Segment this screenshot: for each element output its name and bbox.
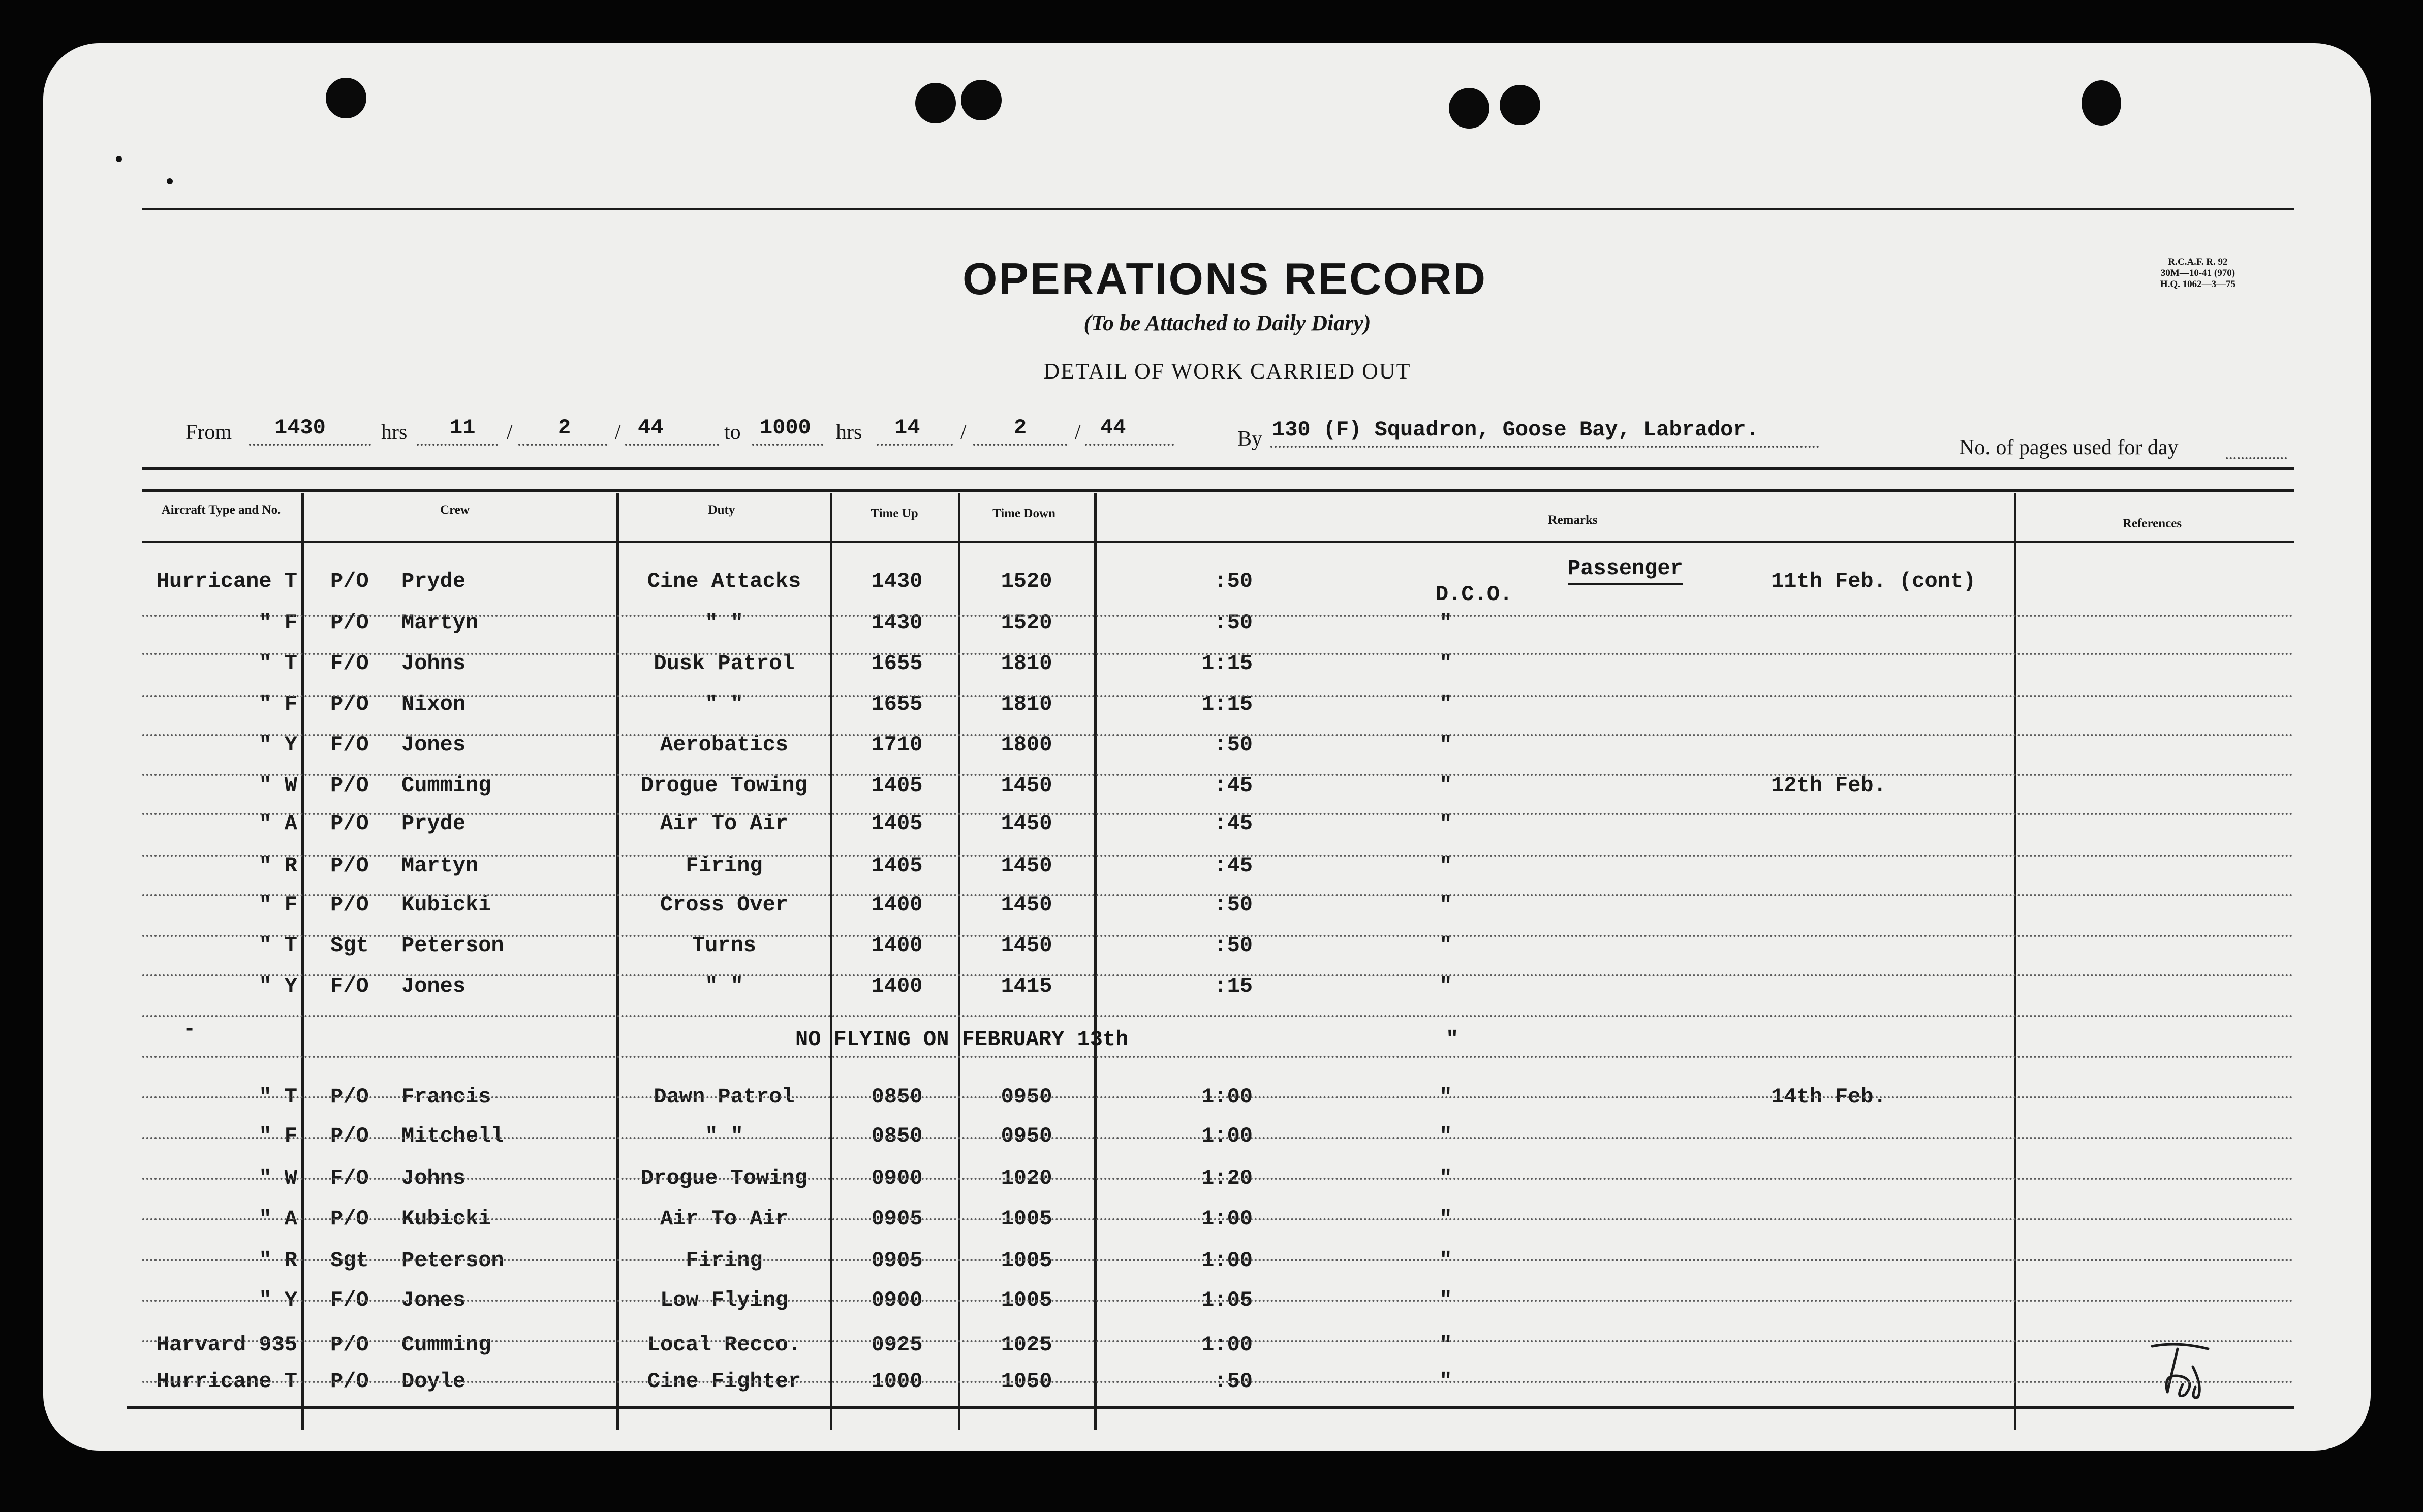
col-duty: Duty	[708, 503, 735, 517]
row-rule	[142, 813, 2294, 815]
punch-hole	[2082, 80, 2121, 126]
row-date-note: 12th Feb.	[1771, 773, 1886, 798]
row-crew-rank: P/O	[330, 893, 369, 917]
row-time-up: 0905	[871, 1207, 923, 1231]
row-crew-name: Pryde	[401, 569, 466, 593]
row-duty: Air To Air	[660, 811, 789, 836]
row-rule	[142, 1178, 2294, 1180]
row-duration: 1:15	[1201, 692, 1253, 716]
row-duration: 1:15	[1201, 651, 1253, 676]
row-time-down: 1050	[1001, 1369, 1052, 1394]
row-crew-rank: F/O	[330, 974, 369, 998]
unit-line	[1270, 446, 1819, 448]
row-aircraft: " A	[259, 811, 297, 836]
col-time-up: Time Up	[871, 507, 918, 520]
row-time-down: 1450	[1001, 854, 1052, 878]
row-duty: Drogue Towing	[641, 773, 807, 798]
to-label: to	[724, 421, 741, 444]
to-time: 1000	[760, 416, 811, 440]
row-rule	[142, 695, 2294, 697]
row-duration: 1:00	[1201, 1248, 1253, 1273]
row-crew-rank: P/O	[330, 611, 369, 635]
row-time-down: 1005	[1001, 1207, 1052, 1231]
row-aircraft: Hurricane T	[156, 1369, 297, 1394]
row-aircraft: " F	[259, 611, 297, 635]
row-time-down: 1415	[1001, 974, 1052, 998]
slash: /	[507, 421, 513, 444]
row-rule	[142, 935, 2294, 937]
row-duration: 1:00	[1201, 1085, 1253, 1109]
from-time-line	[249, 444, 371, 446]
row-rule	[142, 1056, 2294, 1058]
row-crew-rank: P/O	[330, 1085, 369, 1109]
col-references: References	[2122, 517, 2182, 530]
row-crew-name: Peterson	[401, 1248, 504, 1273]
row-crew-name: Cumming	[401, 1333, 491, 1357]
row-time-up: 0850	[871, 1085, 923, 1109]
row-aircraft: " R	[259, 1248, 297, 1273]
row-time-down: 1450	[1001, 773, 1052, 798]
row-crew-rank: F/O	[330, 733, 369, 757]
pages-line	[2226, 457, 2287, 459]
row-crew-name: Kubicki	[401, 893, 491, 917]
top-rule	[142, 208, 2294, 210]
column-line	[958, 493, 960, 1430]
row-duty: Cine Fighter	[647, 1369, 801, 1394]
row-aircraft: " Y	[259, 974, 297, 998]
to-day: 14	[894, 416, 920, 440]
row-crew-rank: P/O	[330, 1369, 369, 1394]
row-crew-rank: P/O	[330, 811, 369, 836]
from-year-line	[625, 444, 719, 446]
row-rule	[142, 894, 2294, 896]
row-time-down: 1450	[1001, 933, 1052, 958]
row-remark-ditto: "	[1439, 854, 1452, 878]
to-month-line	[973, 444, 1067, 446]
row-duration: :15	[1214, 974, 1253, 998]
row-crew-name: Jones	[401, 733, 466, 757]
row-duty: Low Flying	[660, 1288, 789, 1312]
row-duration: :45	[1214, 773, 1253, 798]
row-remark-ditto: "	[1439, 811, 1452, 836]
row-rule	[142, 653, 2294, 655]
row-rule	[142, 1381, 2294, 1383]
row-duty: Firing	[686, 854, 763, 878]
row-duty: Cine Attacks	[647, 569, 801, 593]
row-duration: 1:20	[1201, 1166, 1253, 1190]
row-time-up: 1710	[871, 733, 923, 757]
row-remark-ditto: "	[1439, 773, 1452, 798]
from-label: From	[185, 421, 232, 444]
table-top-rule	[142, 467, 2294, 470]
row-time-down: 1005	[1001, 1288, 1052, 1312]
row-time-down: 1520	[1001, 569, 1052, 593]
speck	[167, 178, 173, 184]
row-time-up: 1655	[871, 692, 923, 716]
row-crew-rank: F/O	[330, 651, 369, 676]
to-day-line	[877, 444, 953, 446]
row-time-down: 1800	[1001, 733, 1052, 757]
row-time-up: 1405	[871, 811, 923, 836]
row-aircraft: " A	[259, 1207, 297, 1231]
row-rule	[142, 1218, 2294, 1220]
row-time-up: 1655	[871, 651, 923, 676]
row-aircraft: Hurricane T	[156, 569, 297, 593]
row-duty: Local Recco.	[647, 1333, 801, 1357]
record-card	[43, 43, 2371, 1451]
row-rule	[142, 855, 2294, 857]
table-top-rule-2	[142, 489, 2294, 492]
row-crew-rank: Sgt	[330, 1248, 369, 1273]
row-duration: 1:00	[1201, 1124, 1253, 1148]
row-aircraft: " R	[259, 854, 297, 878]
row-crew-name: Cumming	[401, 773, 491, 798]
punch-hole	[1449, 88, 1489, 129]
from-day: 11	[450, 416, 476, 440]
from-time: 1430	[274, 416, 326, 440]
row-rule	[142, 615, 2294, 617]
row-crew-name: Mitchell	[401, 1124, 504, 1148]
row-crew-name: Peterson	[401, 933, 504, 958]
col-aircraft: Aircraft Type and No.	[161, 503, 281, 517]
row-crew-rank: P/O	[330, 692, 369, 716]
row-duty: Dusk Patrol	[654, 651, 795, 676]
row-crew-rank: P/O	[330, 854, 369, 878]
row-duty: " "	[705, 692, 743, 716]
row-aircraft: " F	[259, 893, 297, 917]
punch-hole	[961, 80, 1002, 120]
row-duty: " "	[705, 974, 743, 998]
row-duty: Dawn Patrol	[654, 1085, 795, 1109]
row-duration: :50	[1214, 611, 1253, 635]
row-aircraft: " Y	[259, 733, 297, 757]
row-remark-ditto: "	[1439, 893, 1452, 917]
row-duty: Air To Air	[660, 1207, 789, 1231]
row-duration: :45	[1214, 854, 1253, 878]
row-duty: " "	[705, 1124, 743, 1148]
row-rule	[142, 1300, 2294, 1302]
row-time-down: 1005	[1001, 1248, 1052, 1273]
row-remark-ditto: "	[1439, 1369, 1452, 1394]
to-year-line	[1085, 444, 1174, 446]
row-rule	[142, 734, 2294, 736]
row-crew-name: Martyn	[401, 854, 479, 878]
row-rule	[142, 1340, 2294, 1342]
to-month: 2	[1014, 416, 1027, 440]
row-aircraft: " T	[259, 651, 297, 676]
row-rule	[142, 1015, 2294, 1017]
row-time-down: 0950	[1001, 1085, 1052, 1109]
row-crew-rank: P/O	[330, 1333, 369, 1357]
initials-signature	[2147, 1336, 2218, 1402]
row-crew-rank: P/O	[330, 1207, 369, 1231]
row-time-down: 1810	[1001, 692, 1052, 716]
row-crew-name: Johns	[401, 1166, 466, 1190]
row-crew-name: Martyn	[401, 611, 479, 635]
detail-heading: DETAIL OF WORK CARRIED OUT	[1043, 359, 1411, 384]
row-rule	[142, 1096, 2294, 1098]
row-rule	[142, 974, 2294, 976]
row-remark-ditto: "	[1439, 611, 1452, 635]
row-remark-ditto: "	[1439, 651, 1452, 676]
page-title: OPERATIONS RECORD	[962, 254, 1487, 304]
row-aircraft: " F	[259, 692, 297, 716]
bottom-rule	[127, 1406, 2294, 1409]
row-time-up: 0900	[871, 1166, 923, 1190]
unit-name: 130 (F) Squadron, Goose Bay, Labrador.	[1272, 418, 1759, 442]
punch-hole	[915, 83, 956, 123]
column-head-rule	[142, 541, 2294, 543]
row-time-down: 1520	[1001, 611, 1052, 635]
from-day-line	[417, 444, 498, 446]
row-remark-ditto: "	[1439, 1207, 1452, 1231]
row-remark-ditto: "	[1439, 933, 1452, 958]
passenger-note: Passenger	[1568, 556, 1683, 585]
row-time-down: 1020	[1001, 1166, 1052, 1190]
row-time-up: 0850	[871, 1124, 923, 1148]
row-time-down: 1450	[1001, 811, 1052, 836]
row-duty: " "	[705, 611, 743, 635]
row-time-down: 1810	[1001, 651, 1052, 676]
column-line	[2014, 493, 2016, 1430]
row-crew-name: Pryde	[401, 811, 466, 836]
row-duration: 1:00	[1201, 1333, 1253, 1357]
speck	[116, 156, 122, 162]
row-duty: Turns	[692, 933, 757, 958]
row-crew-rank: P/O	[330, 569, 369, 593]
row-duration: :50	[1214, 733, 1253, 757]
row-time-up: 0905	[871, 1248, 923, 1273]
row-crew-name: Kubicki	[401, 1207, 491, 1231]
row-duration: :50	[1214, 569, 1253, 593]
row-date-note: 14th Feb.	[1771, 1085, 1886, 1109]
hrs-label: hrs	[381, 421, 408, 444]
row-remark-ditto: "	[1439, 1333, 1452, 1357]
pages-label: No. of pages used for day	[1959, 436, 2179, 459]
row-aircraft: " T	[259, 1085, 297, 1109]
row-rule	[142, 1259, 2294, 1261]
row-remark-ditto: "	[1439, 733, 1452, 757]
by-label: By	[1237, 427, 1263, 451]
row-time-up: 1000	[871, 1369, 923, 1394]
row-time-up: 1400	[871, 893, 923, 917]
row-crew-rank: Sgt	[330, 933, 369, 958]
row-time-up: 1430	[871, 569, 923, 593]
column-line	[1094, 493, 1097, 1430]
slash: /	[1075, 421, 1081, 444]
from-year: 44	[638, 416, 664, 440]
form-reference: R.C.A.F. R. 92 30M—10-41 (970) H.Q. 1062—3—75	[2160, 257, 2236, 290]
row-duration: :50	[1214, 933, 1253, 958]
row-time-down: 1450	[1001, 893, 1052, 917]
no-flying-note: NO FLYING ON FEBRUARY 13th	[795, 1027, 1129, 1052]
row-aircraft: " T	[259, 933, 297, 958]
row-time-up: 0925	[871, 1333, 923, 1357]
row-remark-ditto: "	[1439, 974, 1452, 998]
row-crew-rank: P/O	[330, 773, 369, 798]
row-rule	[142, 1137, 2294, 1139]
to-year: 44	[1100, 416, 1126, 440]
row-remark-ditto: "	[1439, 1288, 1452, 1312]
slash: /	[615, 421, 621, 444]
row-crew-name: Doyle	[401, 1369, 466, 1394]
row-duration: :50	[1214, 893, 1253, 917]
row-duty: Cross Over	[660, 893, 789, 917]
from-month-line	[518, 444, 607, 446]
row-aircraft: Harvard 935	[156, 1333, 297, 1357]
hrs-label: hrs	[836, 421, 862, 444]
row-duty: Drogue Towing	[641, 1166, 807, 1190]
to-time-line	[752, 444, 823, 446]
col-remarks: Remarks	[1548, 513, 1598, 527]
row-time-up: 0900	[871, 1288, 923, 1312]
row-remark-ditto: "	[1439, 1248, 1452, 1273]
page-subtitle: (To be Attached to Daily Diary)	[1083, 310, 1371, 335]
from-month: 2	[558, 416, 571, 440]
row-duration: 1:05	[1201, 1288, 1253, 1312]
row-aircraft: " Y	[259, 1288, 297, 1312]
row-remark-ditto: "	[1439, 1085, 1452, 1109]
row-time-up: 1430	[871, 611, 923, 635]
interlude-remark-mark: "	[1446, 1027, 1459, 1052]
slash: /	[960, 421, 967, 444]
col-time-down: Time Down	[992, 507, 1055, 520]
row-date-note: 11th Feb. (cont)	[1771, 569, 1976, 593]
row-crew-rank: F/O	[330, 1166, 369, 1190]
punch-hole	[1500, 85, 1540, 125]
punch-hole	[326, 78, 366, 118]
row-time-down: 1025	[1001, 1333, 1052, 1357]
row-time-down: 0950	[1001, 1124, 1052, 1148]
row-time-up: 1405	[871, 854, 923, 878]
row-duty: Aerobatics	[660, 733, 789, 757]
row-rule	[142, 774, 2294, 776]
column-line	[301, 493, 304, 1430]
row-crew-name: Nixon	[401, 692, 466, 716]
row-crew-rank: P/O	[330, 1124, 369, 1148]
row-duty: Firing	[686, 1248, 763, 1273]
row-crew-name: Johns	[401, 651, 466, 676]
row-duration: :50	[1214, 1369, 1253, 1394]
row-remark-ditto: "	[1439, 1124, 1452, 1148]
row-aircraft: " F	[259, 1124, 297, 1148]
row-remark-ditto: "	[1439, 692, 1452, 716]
row-duration: :45	[1214, 811, 1253, 836]
row-duration: 1:00	[1201, 1207, 1253, 1231]
row-remark-ditto: "	[1439, 1166, 1452, 1190]
row-time-up: 1405	[871, 773, 923, 798]
row-aircraft: " W	[259, 773, 297, 798]
row-crew-rank: F/O	[330, 1288, 369, 1312]
col-crew: Crew	[440, 503, 470, 517]
row-crew-name: Jones	[401, 1288, 466, 1312]
row-aircraft: " W	[259, 1166, 297, 1190]
interlude-dash: -	[183, 1017, 196, 1042]
row-time-up: 1400	[871, 974, 923, 998]
row-crew-name: Jones	[401, 974, 466, 998]
row-time-up: 1400	[871, 933, 923, 958]
dco-note: D.C.O.	[1436, 582, 1513, 607]
row-crew-name: Francis	[401, 1085, 491, 1109]
